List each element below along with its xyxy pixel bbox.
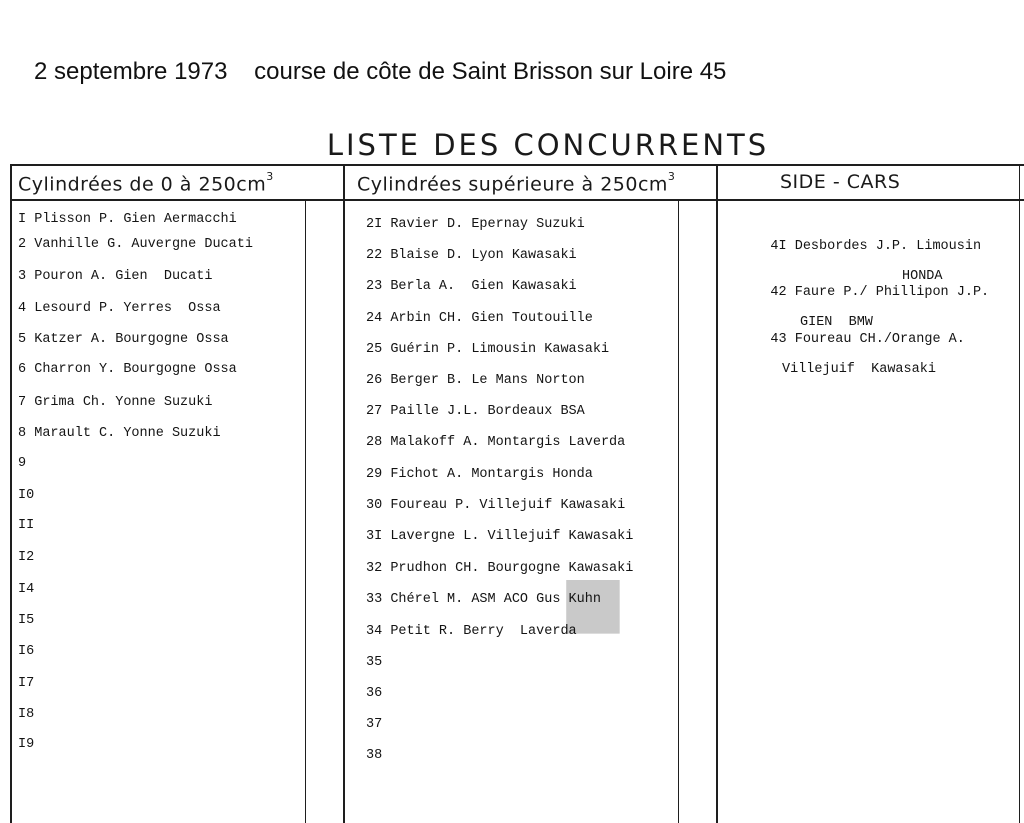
column-header-side-cars: SIDE - CARS: [780, 171, 901, 193]
list-item: 37: [366, 717, 383, 732]
list-item: 38: [366, 748, 383, 763]
superscript: 3: [667, 170, 676, 183]
list-item: I Plisson P. Gien Aermacchi: [18, 212, 237, 227]
list-item: 27 Paille J.L. Bordeaux BSA: [366, 404, 585, 419]
column-header-large-bikes: Cylindrées supérieure à $250cm^3$: [357, 170, 676, 196]
list-item: I7: [18, 676, 35, 691]
list-item: 2 Vanhille G. Auvergne Ducati: [18, 237, 253, 252]
list-title: LISTE DES CONCURRENTS: [326, 128, 770, 162]
list-item: 43 Foureau CH./Orange A. Villejuif Kawasaki: [770, 332, 965, 377]
list-item: 5 Katzer A. Bourgogne Ossa: [18, 332, 229, 347]
list-item: I2: [18, 550, 35, 565]
list-item: 32 Prudhon CH. Bourgogne Kawasaki: [366, 561, 634, 576]
column-divider-2a: [678, 199, 679, 823]
list-item: 36: [366, 686, 383, 701]
list-item: II: [18, 518, 35, 533]
list-item: 4I Desbordes J.P. Limousin HONDA: [770, 239, 982, 284]
list-item: 22 Blaise D. Lyon Kawasaki: [366, 248, 577, 263]
list-item: 3 Pouron A. Gien Ducati: [18, 269, 213, 284]
list-item: 3I Lavergne L. Villejuif Kawasaki: [366, 529, 634, 544]
list-item: 23 Berla A. Gien Kawasaki: [366, 279, 577, 294]
list-item: 35: [366, 655, 383, 670]
bleed-through-decoration: ■: [560, 560, 627, 642]
list-item: I4: [18, 582, 35, 597]
page-caption: 2 septembre 1973 course de côte de Saint Brisson sur Loire 45: [34, 58, 727, 85]
list-item: I8: [18, 707, 35, 722]
list-item: 30 Foureau P. Villejuif Kawasaki: [366, 498, 626, 513]
column-divider-right: [1019, 164, 1020, 823]
list-item: 6 Charron Y. Bourgogne Ossa: [18, 362, 237, 377]
list-item: I0: [18, 488, 35, 503]
list-item: 29 Fichot A. Montargis Honda: [366, 467, 593, 482]
column-divider-left: [10, 164, 12, 823]
list-item: 9: [18, 456, 27, 471]
superscript: 3: [266, 170, 274, 183]
list-item: 28 Malakoff A. Montargis Laverda: [366, 435, 626, 450]
list-item: I9: [18, 737, 35, 752]
list-item: 8 Marault C. Yonne Suzuki: [18, 426, 221, 441]
list-item: I5: [18, 613, 35, 628]
list-item: 2I Ravier D. Epernay Suzuki: [366, 217, 585, 232]
list-item: 7 Grima Ch. Yonne Suzuki: [18, 395, 213, 410]
table-header-rule: [10, 199, 1024, 201]
column-divider-2b: [716, 164, 718, 823]
list-item: I6: [18, 644, 35, 659]
list-item: 25 Guérin P. Limousin Kawasaki: [366, 342, 610, 357]
column-header-small-bikes: Cylindrées de 0 à $250cm^3$: [18, 170, 274, 196]
table-top-rule: [10, 164, 1024, 166]
list-item: 34 Petit R. Berry Laverda: [366, 624, 577, 639]
column-divider-1b: [343, 164, 345, 823]
list-item: 33 Chérel M. ASM ACO Gus Kuhn: [366, 592, 601, 607]
list-item: 26 Berger B. Le Mans Norton: [366, 373, 585, 388]
list-item: 24 Arbin CH. Gien Toutouille: [366, 311, 593, 326]
column-divider-1a: [305, 199, 306, 823]
list-item: 4 Lesourd P. Yerres Ossa: [18, 301, 221, 316]
list-item: 42 Faure P./ Phillipon J.P. GIEN BMW: [770, 285, 990, 330]
